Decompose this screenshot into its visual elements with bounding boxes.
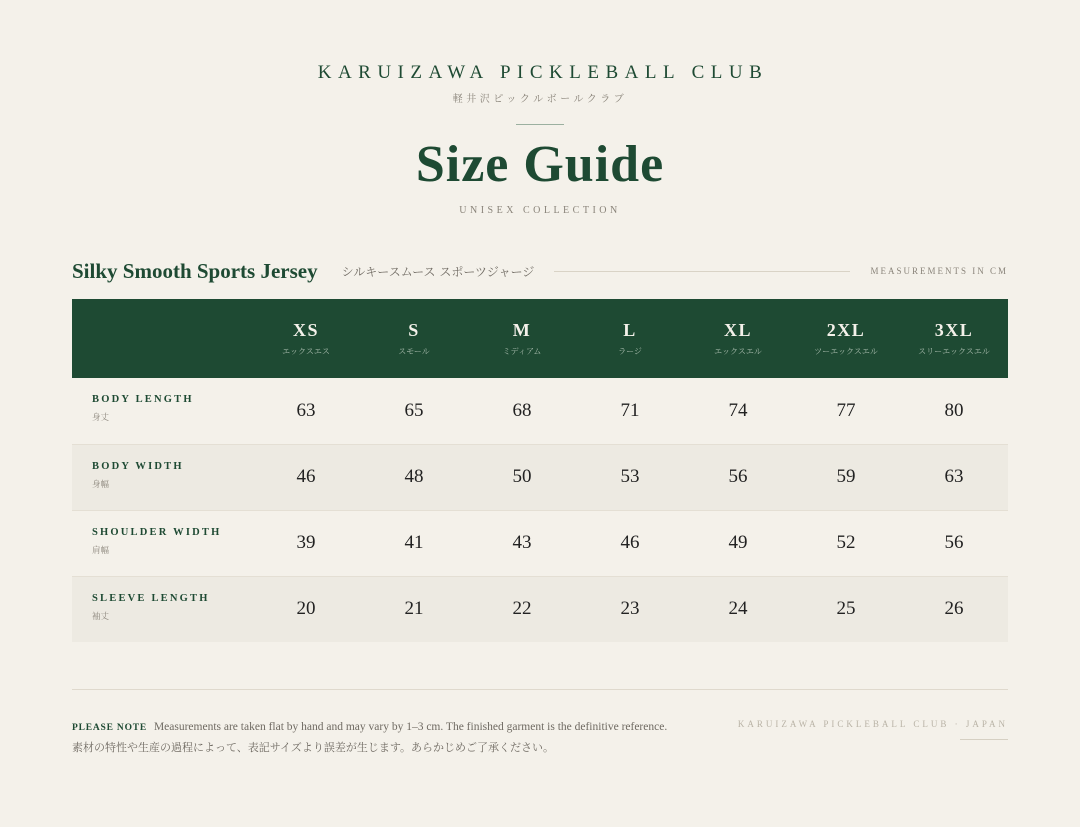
table-row-sleeve-length <box>72 576 1008 642</box>
value-cell: 26 <box>900 576 1008 642</box>
value-cell: 63 <box>900 444 1008 510</box>
measurement-name: SLEEVE LENGTH <box>92 592 210 604</box>
value-cell: 80 <box>900 378 1008 444</box>
measurement-name: SHOULDER WIDTH <box>92 526 222 538</box>
measurement-label <box>72 378 252 444</box>
footer-brand-text: KARUIZAWA PICKLEBALL CLUB · JAPAN <box>737 719 1008 729</box>
product-name-jp: シルキースムース スポーツジャージ <box>341 264 535 279</box>
size-code-jp: スリーエックスエル <box>918 347 990 357</box>
size-code: M <box>512 320 532 341</box>
table-row-shoulder-width <box>72 510 1008 576</box>
value-cell: 68 <box>468 378 576 444</box>
size-col-l <box>576 299 684 378</box>
size-col-m <box>468 299 576 378</box>
note-text: Measurements are taken flat by hand and may vary by 1–3 cm. The finished garment is the definitive reference. <box>153 721 668 733</box>
value-cell: 53 <box>576 444 684 510</box>
value-cell: 71 <box>576 378 684 444</box>
value-cell: 39 <box>252 510 360 576</box>
units-label: MEASUREMENTS IN CM <box>870 266 1008 276</box>
size-code: S <box>408 320 420 341</box>
value-cell: 77 <box>792 378 900 444</box>
measurement-label <box>72 444 252 510</box>
size-col-s <box>360 299 468 378</box>
page-title: Size Guide <box>415 136 665 193</box>
value-cell: 52 <box>792 510 900 576</box>
value-cell: 21 <box>360 576 468 642</box>
value-cell: 41 <box>360 510 468 576</box>
value-cell: 20 <box>252 576 360 642</box>
note-text-jp: 素材の特性や生産の過程によって、表記サイズより誤差が生じます。あらかじめご了承ください。 <box>72 741 555 754</box>
size-code-jp: スモール <box>398 347 430 357</box>
measurement-name-jp: 身幅 <box>92 479 110 490</box>
footer-brand-mark <box>738 719 1008 740</box>
table-row-body-width <box>72 444 1008 510</box>
size-code: XS <box>292 320 319 341</box>
value-cell: 48 <box>360 444 468 510</box>
heading-divider <box>554 271 850 272</box>
club-name: KARUIZAWA PICKLEBALL CLUB <box>317 62 769 83</box>
product-heading <box>72 256 1008 286</box>
club-name-jp: 軽井沢ピックルボールクラブ <box>452 94 628 105</box>
value-cell: 65 <box>360 378 468 444</box>
footer-brand-rule <box>960 739 1008 740</box>
size-col-xl <box>684 299 792 378</box>
value-cell: 63 <box>252 378 360 444</box>
value-cell: 22 <box>468 576 576 642</box>
size-code: 2XL <box>826 320 866 341</box>
size-code-jp: エックスエス <box>282 347 330 357</box>
header-divider <box>516 124 564 125</box>
measurement-name-jp: 身丈 <box>92 413 110 424</box>
measurement-label <box>72 576 252 642</box>
footer-divider <box>72 689 1008 690</box>
size-col-xs <box>252 299 360 378</box>
size-col-3xl <box>900 299 1008 378</box>
size-code: XL <box>723 320 752 341</box>
page-header <box>0 0 1080 216</box>
value-cell: 50 <box>468 444 576 510</box>
footer-note <box>72 718 712 757</box>
value-cell: 23 <box>576 576 684 642</box>
size-code-jp: ラージ <box>618 347 642 357</box>
size-header-row <box>72 299 1008 378</box>
value-cell: 49 <box>684 510 792 576</box>
size-table <box>72 299 1008 642</box>
table-row-body-length <box>72 378 1008 444</box>
measurement-name-jp: 肩幅 <box>92 545 110 556</box>
size-code-jp: ツーエックスエル <box>814 347 878 357</box>
value-cell: 46 <box>252 444 360 510</box>
size-code: L <box>623 320 637 341</box>
measurement-name-jp: 袖丈 <box>92 611 110 622</box>
value-cell: 74 <box>684 378 792 444</box>
size-code-jp: ミディアム <box>502 347 542 357</box>
size-col-2xl <box>792 299 900 378</box>
measurement-name: BODY WIDTH <box>92 460 184 472</box>
page-subtitle: UNISEX COLLECTION <box>459 205 621 216</box>
product-name: Silky Smooth Sports Jersey <box>72 258 318 283</box>
note-label: PLEASE NOTE <box>72 723 148 733</box>
size-code: 3XL <box>934 320 974 341</box>
note-line-en <box>72 718 712 738</box>
value-cell: 56 <box>684 444 792 510</box>
value-cell: 56 <box>900 510 1008 576</box>
value-cell: 46 <box>576 510 684 576</box>
measurement-label <box>72 510 252 576</box>
measurement-name: BODY LENGTH <box>92 394 194 406</box>
value-cell: 59 <box>792 444 900 510</box>
value-cell: 24 <box>684 576 792 642</box>
value-cell: 43 <box>468 510 576 576</box>
size-code-jp: エックスエル <box>714 347 762 357</box>
header-corner-cell <box>72 299 252 378</box>
value-cell: 25 <box>792 576 900 642</box>
